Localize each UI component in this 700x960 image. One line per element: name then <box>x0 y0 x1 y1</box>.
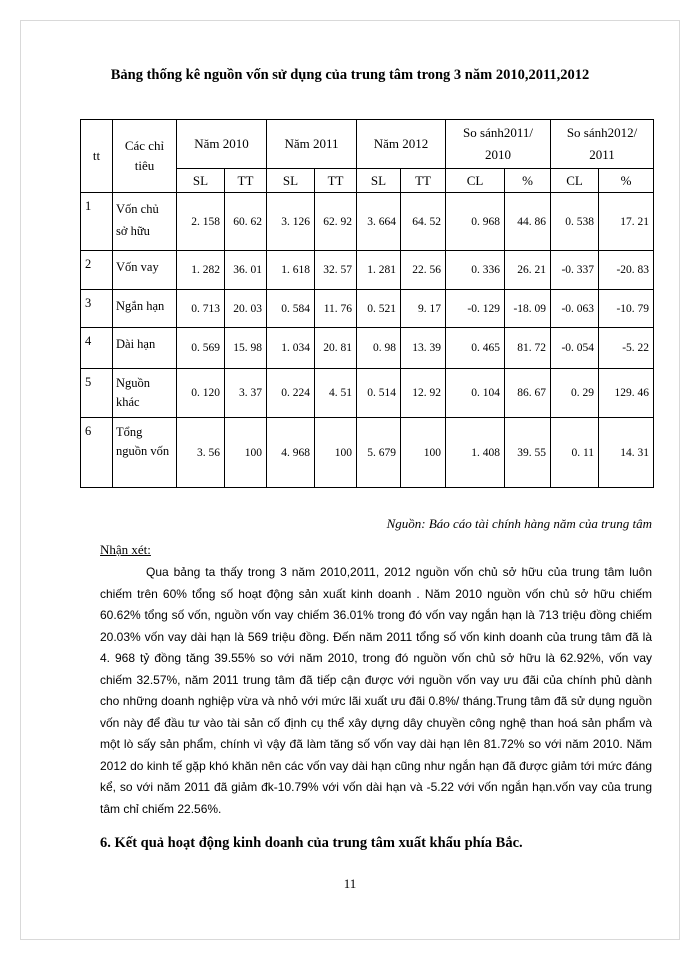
cell: 32. 57 <box>315 251 357 290</box>
cell: 2. 158 <box>177 193 225 251</box>
cell: 1. 618 <box>267 251 315 290</box>
subheader-cell: SL <box>267 169 315 193</box>
subheader-cell: TT <box>401 169 446 193</box>
cell: 3. 126 <box>267 193 315 251</box>
cell: 129. 46 <box>599 369 654 418</box>
table-row <box>81 290 654 328</box>
cell: 39. 55 <box>505 418 551 488</box>
cell: 0. 968 <box>446 193 505 251</box>
row-indicator: Nguồn khác <box>113 369 177 418</box>
subheader-cell: CL <box>551 169 599 193</box>
cell: 0. 584 <box>267 290 315 328</box>
cell: 0. 224 <box>267 369 315 418</box>
source-note: Nguồn: Báo cáo tài chính hàng năm của trung tâm <box>386 516 652 531</box>
header-2010: Năm 2010 <box>177 120 267 169</box>
cell: 100 <box>225 418 267 488</box>
cell: 9. 17 <box>401 290 446 328</box>
row-indicator: Dài hạn <box>113 328 177 369</box>
cell: 64. 52 <box>401 193 446 251</box>
cell: 20. 03 <box>225 290 267 328</box>
cell: 1. 408 <box>446 418 505 488</box>
table-row <box>81 328 654 369</box>
cell: 26. 21 <box>505 251 551 290</box>
subheader-cell: % <box>599 169 654 193</box>
cell: 20. 81 <box>315 328 357 369</box>
row-index: 1 <box>81 193 113 251</box>
cell: 4. 968 <box>267 418 315 488</box>
cell: -5. 22 <box>599 328 654 369</box>
header-indicator: Các chỉ tiêu <box>113 120 177 193</box>
row-index: 6 <box>81 418 113 488</box>
header-2011: Năm 2011 <box>267 120 357 169</box>
cell: 1. 282 <box>177 251 225 290</box>
subheader-cell: % <box>505 169 551 193</box>
cell: 22. 56 <box>401 251 446 290</box>
subheader-cell: CL <box>446 169 505 193</box>
section-heading: 6. Kết quả hoạt động kinh doanh của trung tâm xuất khẩu phía Bắc. <box>100 835 523 851</box>
cell: 13. 39 <box>401 328 446 369</box>
cell: 14. 31 <box>599 418 654 488</box>
cell: -18. 09 <box>505 290 551 328</box>
cell: 11. 76 <box>315 290 357 328</box>
cell: 0. 11 <box>551 418 599 488</box>
page-number: 11 <box>343 876 357 891</box>
table-row <box>81 369 654 418</box>
header-compare-2011-2010: So sánh2011/ 2010 <box>446 120 551 169</box>
cell: 0. 120 <box>177 369 225 418</box>
row-index: 5 <box>81 369 113 418</box>
cell: 3. 664 <box>357 193 401 251</box>
cell: 12. 92 <box>401 369 446 418</box>
cell: 0. 465 <box>446 328 505 369</box>
header-row <box>81 120 654 169</box>
cell: 17. 21 <box>599 193 654 251</box>
cell: 0. 514 <box>357 369 401 418</box>
cell: 5. 679 <box>357 418 401 488</box>
cell: 3. 56 <box>177 418 225 488</box>
cell: 0. 569 <box>177 328 225 369</box>
header-2012: Năm 2012 <box>357 120 446 169</box>
subheader-cell: TT <box>315 169 357 193</box>
cell: 62. 92 <box>315 193 357 251</box>
table-row <box>81 193 654 251</box>
header-compare-2012-2011: So sánh2012/ 2011 <box>551 120 654 169</box>
cell: -0. 129 <box>446 290 505 328</box>
row-indicator: Vốn vay <box>113 251 177 290</box>
cell: 86. 67 <box>505 369 551 418</box>
cell: -10. 79 <box>599 290 654 328</box>
cell: 0. 336 <box>446 251 505 290</box>
remark-label: Nhận xét: <box>100 542 151 557</box>
cell: 0. 29 <box>551 369 599 418</box>
table-row <box>81 418 654 488</box>
cell: 0. 713 <box>177 290 225 328</box>
row-index: 2 <box>81 251 113 290</box>
cell: 0. 538 <box>551 193 599 251</box>
cell: 81. 72 <box>505 328 551 369</box>
cell: 15. 98 <box>225 328 267 369</box>
cell: 0. 521 <box>357 290 401 328</box>
cell: 3. 37 <box>225 369 267 418</box>
table-row <box>81 251 654 290</box>
subheader-cell: TT <box>225 169 267 193</box>
cell: 36. 01 <box>225 251 267 290</box>
subheader-cell: SL <box>177 169 225 193</box>
cell: -0. 054 <box>551 328 599 369</box>
cell: 0. 104 <box>446 369 505 418</box>
row-indicator: Tổng nguồn vốn <box>113 418 177 488</box>
row-indicator: Vốn chủ sở hữu <box>113 193 177 251</box>
row-indicator: Ngắn hạn <box>113 290 177 328</box>
cell: 60. 62 <box>225 193 267 251</box>
cell: -0. 063 <box>551 290 599 328</box>
funding-table <box>80 119 654 488</box>
row-index: 4 <box>81 328 113 369</box>
subheader-cell: SL <box>357 169 401 193</box>
remark-paragraph: Qua bảng ta thấy trong 3 năm 2010,2011, 2012 nguồn vốn chủ sở hữu của trung tâm luôn chiếm trên 60% tổng số hoạt động sản xuất kinh doanh . Năm 2010 nguồn vốn chủ sở hữu chiếm 60.62% tổng số vốn, nguồn vốn vay chiếm 36.01% trong đó vốn vay ngắn hạn là 713 triệu đồng chiếm 20.03% vốn vay dài hạn là 569 triệu đồng. Đến năm 2011 tổng số vốn kinh doanh của trung tâm đã là 4. 968 tỷ đồng tăng 39.55% so với năm 2010, trong đó nguồn vốn chủ sở hữu là 62.92%, vốn vay chiếm 32.57%, năm 2011 trung tâm đã tiếp cận được với nguồn vốn vay ưu đãi của chính phủ dành cho những doanh nghiệp vừa và nhỏ với mức lãi xuất ưu đãi 0.8%/ tháng.Trung tâm đã sử dụng nguồn vốn này để đầu tư vào tài sản cố định cụ thể xây dựng dây chuyền công nghệ than hoá sản phẩm và một lò sấy sản phẩm, chính vì vậy đã làm tăng số vốn vay dài hạn lên 81.72% so với năm 2010. Năm 2012 do kinh tế gặp khó khăn nên các vốn vay dài hạn cũng như ngắn hạn đã được giảm tới mức đáng kể, so với năm 2011 đã giảm đk-10.79% với vốn dài hạn và -5.22 với vốn ngắn hạn.vốn vay của trung tâm chỉ chiếm 22.56%. <box>100 565 652 816</box>
row-index: 3 <box>81 290 113 328</box>
cell: -20. 83 <box>599 251 654 290</box>
cell: 1. 034 <box>267 328 315 369</box>
cell: 100 <box>315 418 357 488</box>
header-tt: tt <box>81 120 113 193</box>
cell: 44. 86 <box>505 193 551 251</box>
cell: 1. 281 <box>357 251 401 290</box>
table-title: Bảng thống kê nguồn vốn sử dụng của trung tâm trong 3 năm 2010,2011,2012 <box>110 67 590 83</box>
cell: 100 <box>401 418 446 488</box>
cell: 0. 98 <box>357 328 401 369</box>
cell: -0. 337 <box>551 251 599 290</box>
cell: 4. 51 <box>315 369 357 418</box>
